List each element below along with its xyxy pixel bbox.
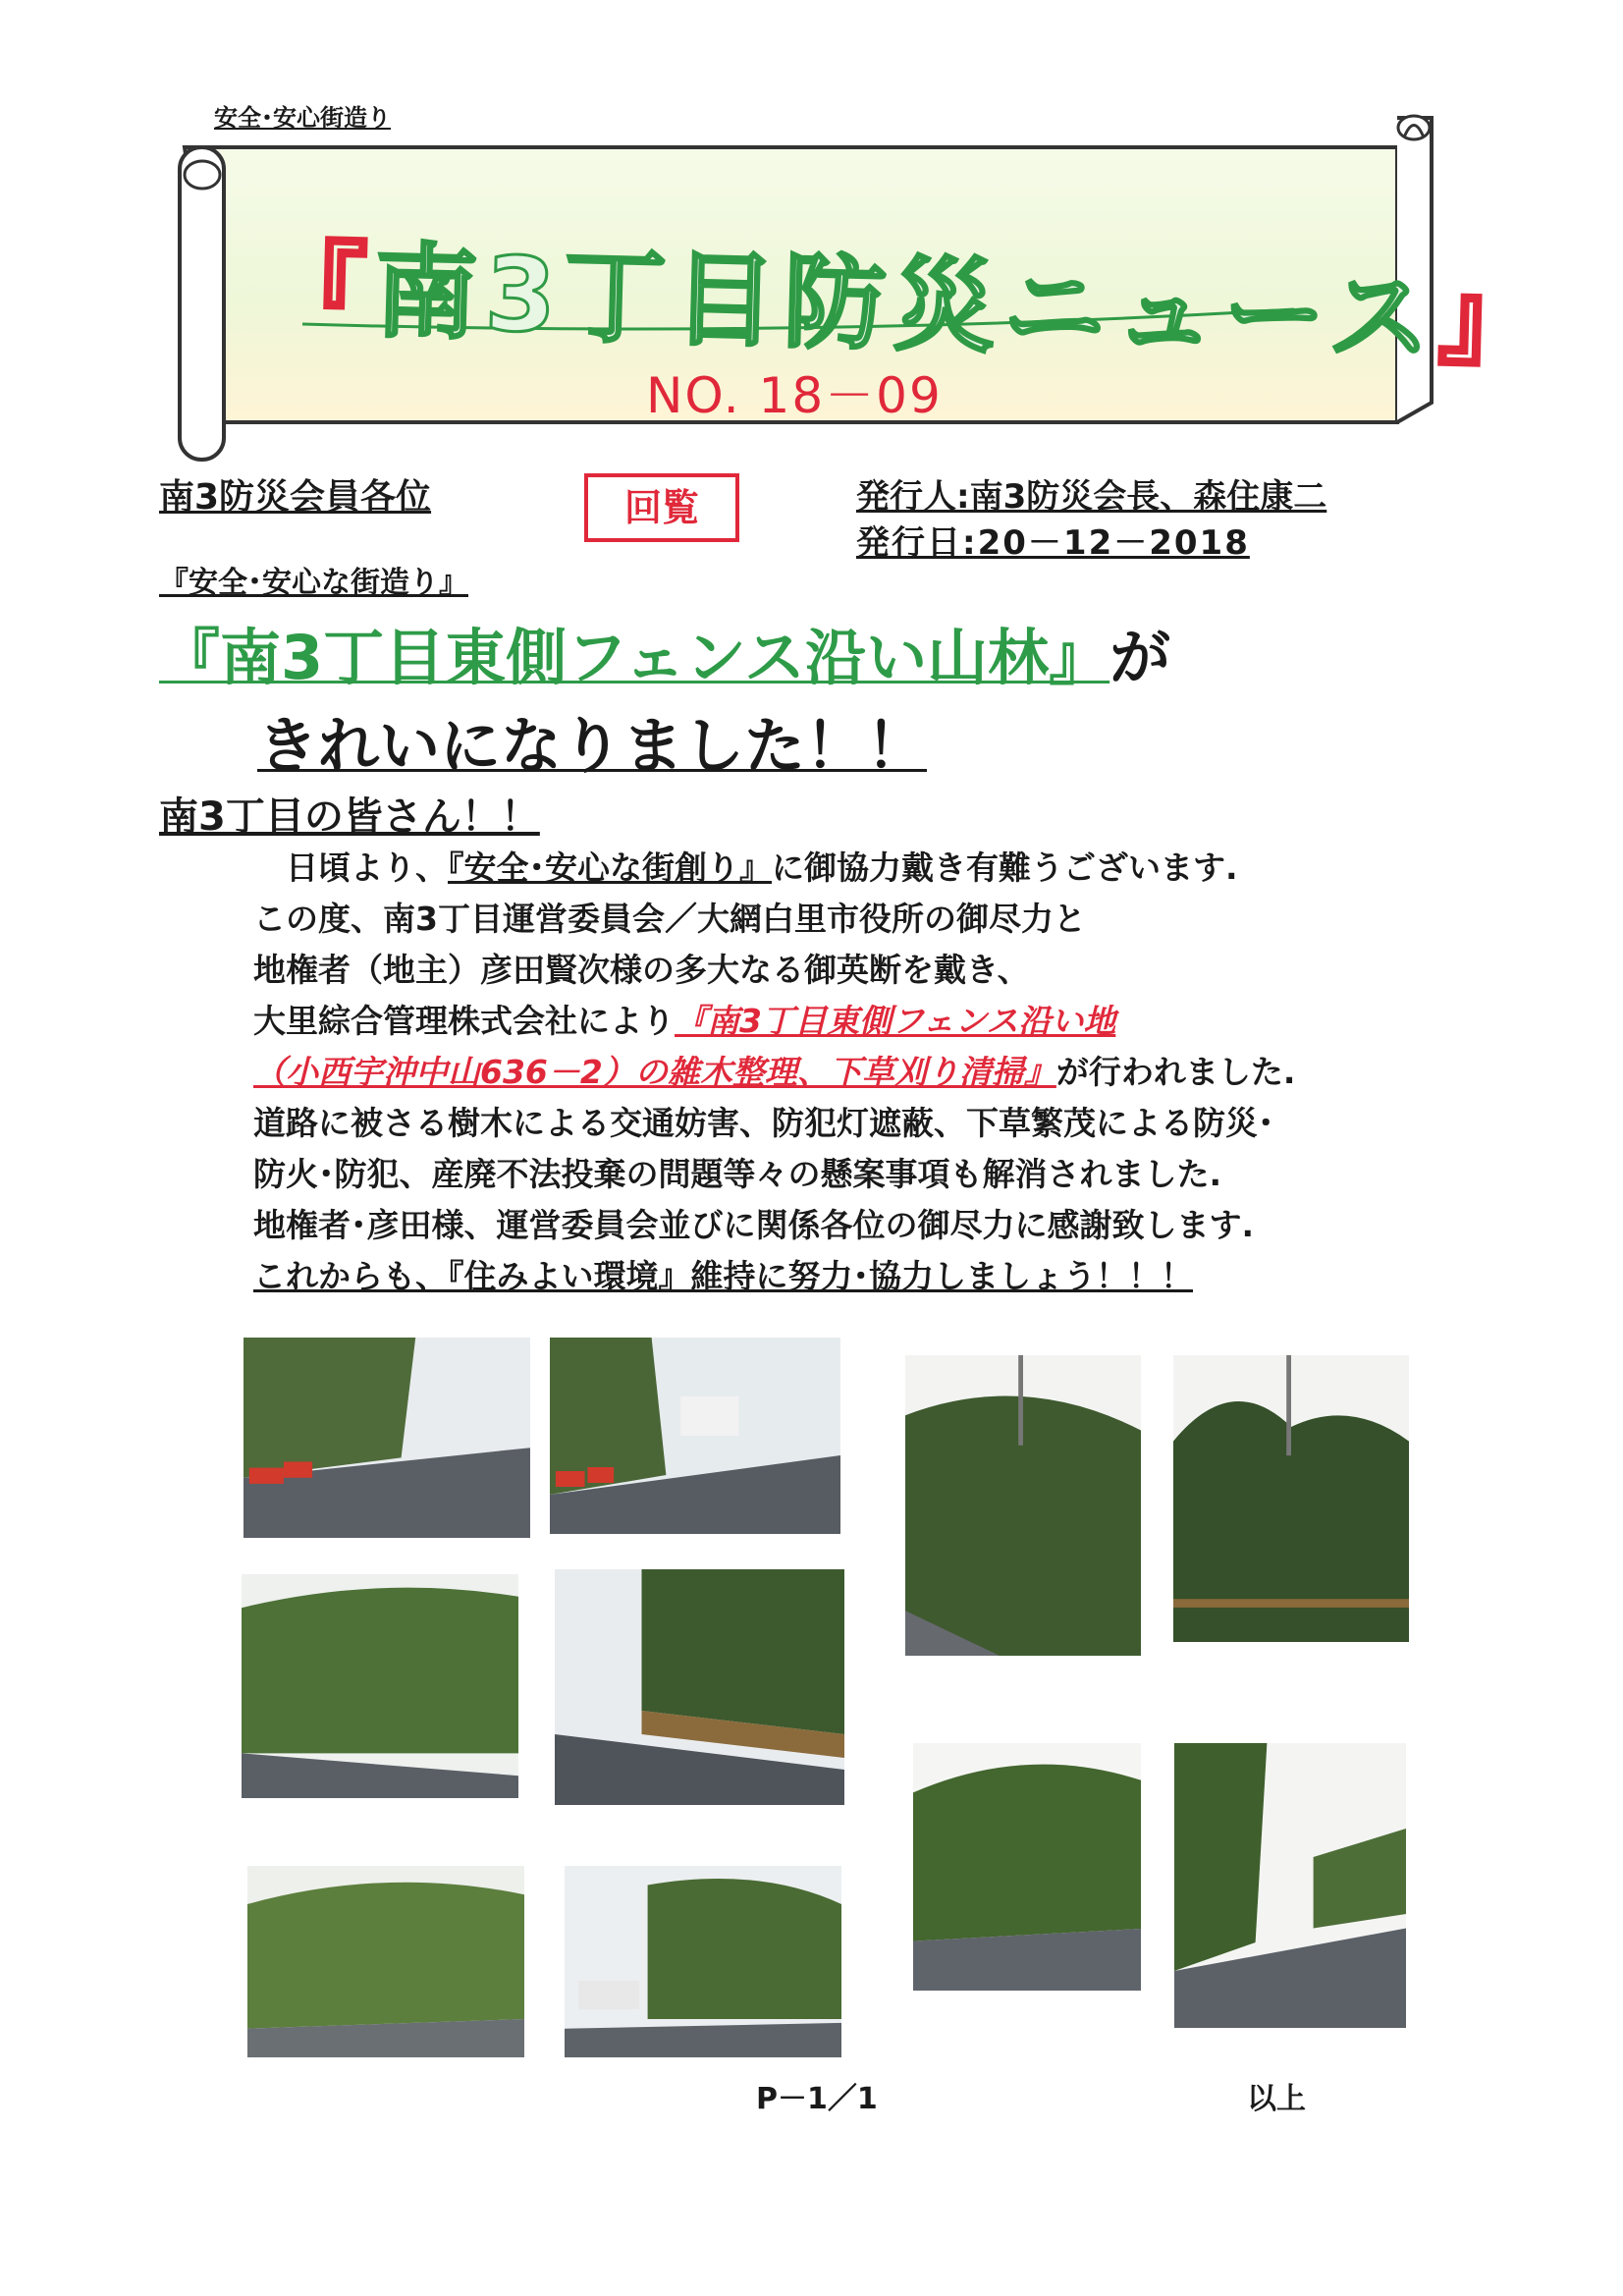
body-line-8: 地権者･彦田様、運営委員会並びに関係各位の御尽力に感謝致します. (253, 1206, 1255, 1244)
kicker: 『安全･安心な街造り』 (159, 566, 468, 600)
photo-trees-house-2 (565, 1866, 841, 2057)
body-line-2: この度、南3丁目運営委員会／大網白里市役所の御尽力と (253, 900, 1086, 938)
body-highlight: 『南3丁目東側フェンス沿い地 (675, 1002, 1116, 1040)
body-line-9: これからも、『住みよい環境』維持に努力･協力しましょう！！！ (253, 1257, 1193, 1295)
banner-bracket-open: 『 (263, 228, 377, 352)
body-highlight: （小西宇沖中山636－2）の雑木整理、下草刈り清掃』 (253, 1053, 1056, 1091)
photo-utility-pole-2 (1173, 1355, 1409, 1642)
headline-highlight: 『南3丁目東側フェンス沿い山林』 (159, 622, 1110, 693)
body-line-1 (253, 843, 1451, 894)
page-number: P－1／1 (756, 2082, 878, 2116)
photo-forest-road-2 (1174, 1743, 1406, 2028)
body-text: 日頃より、 (286, 848, 448, 887)
body-text: 大里綜合管理株式会社により (253, 1002, 675, 1040)
photo-trees-house-1 (247, 1866, 524, 2057)
issue-number: NO. 18－09 (646, 367, 943, 424)
greeting: 南3丁目の皆さん！！ (159, 794, 540, 840)
photo-utility-pole-1 (905, 1355, 1141, 1656)
photo-road-signs-1 (243, 1338, 530, 1538)
body-line-6: 道路に被さる樹木による交通妨害、防犯灯遮蔽、下草繁茂による防災･ (253, 1104, 1274, 1142)
tagline: 安全･安心街造り (214, 104, 391, 132)
article-body (253, 843, 1451, 1302)
body-text: が行われました. (1055, 1053, 1296, 1091)
body-text: に御協力戴き有難うございます. (772, 848, 1238, 887)
photo-forest-road-1 (913, 1743, 1141, 1991)
body-line-3: 地権者（地主）彦田賢次様の多大なる御英断を戴き、 (253, 951, 1030, 989)
recipients: 南3防災会員各位 (159, 477, 432, 518)
body-line-5 (253, 1047, 1451, 1098)
banner-bracket-close: 』 (1436, 258, 1550, 382)
body-emphasis: 『安全･安心な街創り』 (448, 848, 772, 887)
photo-fence-road-1 (555, 1569, 844, 1805)
banner-title-text: 南3丁目防災ニュース (373, 231, 1440, 379)
issue-date: 発行日:20－12－2018 (856, 523, 1250, 563)
issuer: 発行人:南3防災会長、森住康二 (856, 477, 1327, 517)
circulation-stamp: 回覧 (584, 473, 739, 542)
closing-mark: 以上 (1247, 2082, 1306, 2116)
headline-line2: きれいになりました！！ (257, 710, 928, 782)
body-line-4 (253, 996, 1451, 1047)
headline-line1 (159, 609, 1170, 696)
photo-road-signs-2 (550, 1338, 840, 1534)
headline-suffix: が (1109, 622, 1171, 693)
body-line-7: 防火･防犯、産廃不法投棄の問題等々の懸案事項も解消されました. (253, 1155, 1222, 1193)
photo-roadside-trees-1 (242, 1574, 518, 1798)
